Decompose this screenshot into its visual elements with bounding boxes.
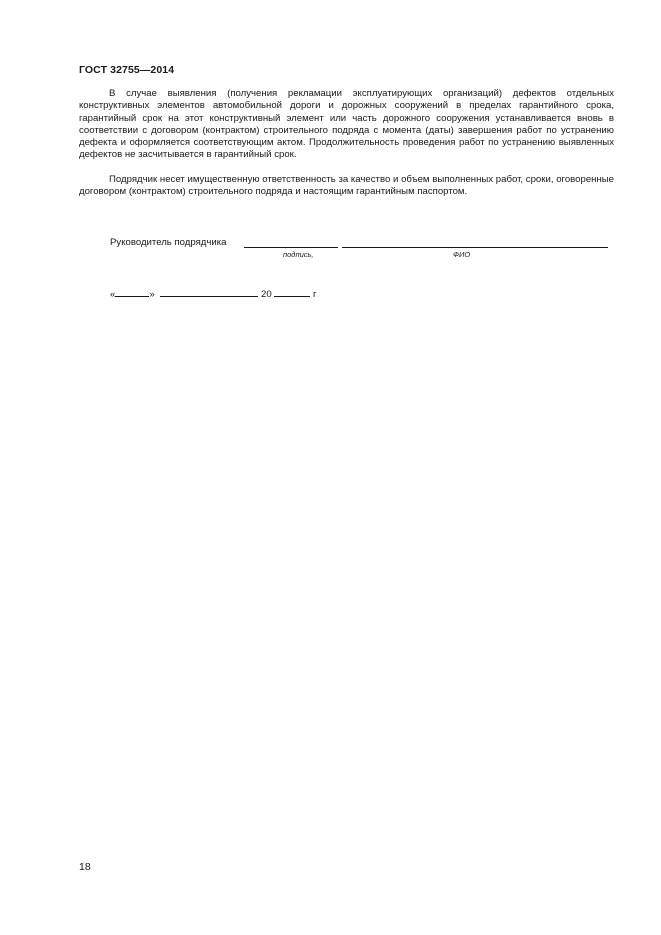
year-suffix: г xyxy=(313,289,317,300)
signature-line xyxy=(244,247,338,248)
standard-code-header: ГОСТ 32755—2014 xyxy=(79,64,175,76)
page-number: 18 xyxy=(79,861,91,873)
day-blank xyxy=(115,287,149,297)
paragraph-warranty-defects: В случае выявления (получения рекламации эксплуатирующих организаций) дефектов отдельных конструктивных элементов автомобильной дороги и дорожных сооружений в пределах гарантийного срока, гарантийный срок на этот конструктивный элемент или часть дорожного сооружения устанавливается вновь в соответствии с договором (контрактом) строительного подряда с момента (даты) завершения работ по устранению дефекта и оформляется соответствующим актом. Продолжительность проведения работ по устранению выявленных дефектов не засчитывается в гарантийный срок. xyxy=(79,88,614,161)
body-text xyxy=(79,88,614,199)
paragraph-contractor-liability: Подрядчик несет имущественную ответственность за качество и объем выполненных работ, сроки, оговоренные договором (контрактом) строительного подряда и настоящим гарантийным паспортом. xyxy=(79,174,614,198)
full-name-caption: ФИО xyxy=(453,250,471,259)
signature-caption: подпись, xyxy=(283,250,314,259)
year-blank xyxy=(274,287,310,297)
year-prefix: 20 xyxy=(261,289,272,300)
signature-label: Руководитель подрядчика xyxy=(110,237,227,248)
date-close-quote: » xyxy=(149,289,155,300)
date-open-quote: « xyxy=(110,289,116,300)
full-name-line xyxy=(342,247,608,248)
month-blank xyxy=(160,287,258,297)
date-line xyxy=(110,287,317,300)
